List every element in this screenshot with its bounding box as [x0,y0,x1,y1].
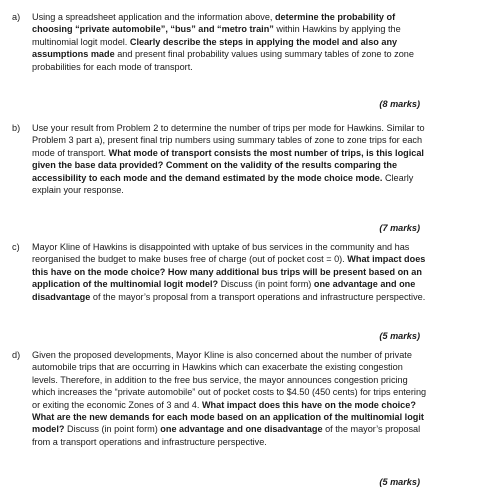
text-segment: of the mayor’s proposal from a transport operations and infrastructure perspective. [90,291,426,302]
question-letter: d) [12,350,21,360]
question-text [32,349,428,448]
question-b [12,122,428,196]
question-letter: b) [12,123,21,133]
text-segment: of the mayor’s proposal from a transport operations and infrastructure perspective. [32,424,421,447]
question-letter: c) [12,242,20,252]
question-text [32,122,428,196]
text-segment: Given the proposed developments, Mayor Kline is also concerned about the number of private automobile trips that are occurring in Hawkins which can exacerbate the existing congestion levels. Therefore, in addition to the free bus service, the mayor announces congestion pricing which increases the “private automobile” out of pocket costs to $4.50 (450 cents) for trips entering or exiting the economic Zones of 3 and 4. [32,350,427,410]
text-segment: Discuss (in point form) [218,279,314,290]
bold-text-segment: one advantage and one disadvantage [160,424,323,435]
text-segment: Clearly explain your response. [32,172,414,196]
text-segment: and present final probability values using summary tables of zone to zone probabilities for each mode of transport. [32,49,414,72]
bold-text-segment: one advantage and one disadvantage [32,279,416,302]
marks-label: (7 marks) [379,223,420,233]
question-text [32,11,428,73]
question-a [12,11,428,73]
text-segment: Use your result from Problem 2 to determine the number of trips per mode for Hawkins. Similar to Problem 3 part a), present final trip numbers using summary tables of zone to zone trips for each mode of transport. [32,123,425,158]
question-c [12,241,428,303]
bold-text-segment: What impact does this have on the mode choice? What are the new demands for each mode based on an application of the multinomial logit model? [32,399,424,435]
question-d [12,349,428,448]
text-segment: Discuss (in point form) [64,424,161,435]
bold-text-segment: What mode of transport consists the most number of trips, is this logical given the base data provided? Comment on the validity of the results comparing the accessibility to each mode and the demand estimated by the mode choice mode. [32,147,424,183]
marks-label: (5 marks) [379,477,420,487]
question-letter: a) [12,12,21,22]
text-segment: Mayor Kline of Hawkins is disappointed with uptake of bus services in the community and has reorganised the budget to make buses free of charge (out of pocket cost = 0). [32,242,410,265]
marks-label: (8 marks) [379,99,420,109]
question-text [32,241,428,303]
text-segment: Using a spreadsheet application and the information above, [32,12,275,22]
text-segment: within Hawkins by applying the multinomial logit model. [32,24,401,47]
bold-text-segment: determine the probability of choosing “private automobile”, “bus” and “metro train” [32,12,396,35]
bold-text-segment: Clearly describe the steps in applying the model and also any assumptions made [32,36,398,60]
marks-label: (5 marks) [379,331,420,341]
bold-text-segment: What impact does this have on the mode choice? How many additional bus trips will be present based on an application of the multinomial logit model? [32,254,426,290]
